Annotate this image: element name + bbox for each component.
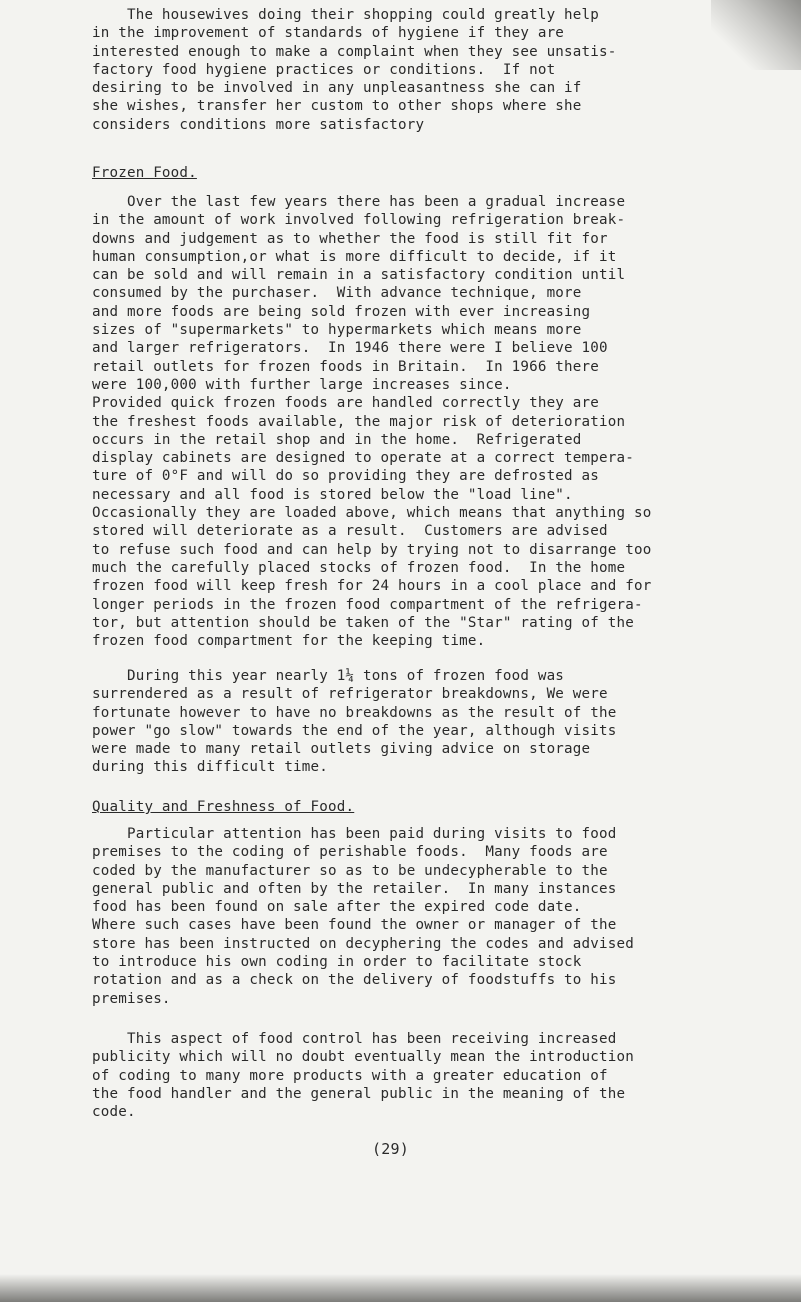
text-line: food has been found on sale after the expired code date. — [92, 899, 582, 916]
text-line: retail outlets for frozen foods in Britain. In 1966 there — [92, 358, 600, 375]
text-line: Provided quick frozen foods are handled correctly they are — [92, 395, 600, 412]
text-line: coded by the manufacturer so as to be undecypherable to the — [92, 862, 608, 879]
text-line: the freshest foods available, the major risk of deterioration — [92, 413, 626, 430]
text-line: Over the last few years there has been a gradual increase — [92, 194, 626, 210]
paragraph-quality-2 — [92, 1030, 634, 1121]
text-line: and more foods are being sold frozen with ever increasing — [92, 303, 591, 320]
text-line: rotation and as a check on the delivery of foodstuffs to his — [92, 972, 617, 989]
text-line: premises. — [92, 990, 171, 1007]
text-line: tor, but attention should be taken of the "Star" rating of the — [92, 614, 634, 631]
text-line: longer periods in the frozen food compartment of the refrigera- — [92, 596, 643, 613]
text-line: were made to many retail outlets giving advice on storage — [92, 741, 591, 758]
text-line: During this year nearly 1¼ tons of frozen food was — [92, 668, 565, 684]
text-line: in the improvement of standards of hygiene if they are — [92, 25, 565, 42]
text-line: she wishes, transfer her custom to other shops where she — [92, 98, 582, 115]
text-line: fortunate however to have no breakdowns as the result of the — [92, 704, 617, 721]
heading-quality-freshness: Quality and Freshness of Food. — [92, 799, 355, 815]
page-number: (29) — [372, 1140, 409, 1158]
text-line: much the carefully placed stocks of frozen food. In the home — [92, 559, 626, 576]
text-line: were 100,000 with further large increases since. — [92, 376, 512, 393]
text-line: code. — [92, 1104, 136, 1121]
text-line: interested enough to make a complaint when they see unsatis- — [92, 43, 617, 60]
scan-bottom-edge — [0, 1274, 801, 1302]
text-line: factory food hygiene practices or conditions. If not — [92, 61, 556, 78]
text-line: of coding to many more products with a greater education of — [92, 1067, 608, 1084]
text-line: general public and often by the retailer. In many instances — [92, 880, 617, 897]
text-line: stored will deteriorate as a result. Customers are advised — [92, 523, 608, 540]
text-line: downs and judgement as to whether the food is still fit for — [92, 230, 608, 247]
text-line: frozen food compartment for the keeping time. — [92, 633, 486, 650]
paragraph-quality-1 — [92, 825, 634, 1008]
text-line: display cabinets are designed to operate at a correct tempera- — [92, 450, 634, 467]
text-line: human consumption,or what is more difficult to decide, if it — [92, 248, 617, 265]
text-line: frozen food will keep fresh for 24 hours in a cool place and for — [92, 578, 652, 595]
text-line: can be sold and will remain in a satisfactory condition until — [92, 267, 626, 284]
text-line: Where such cases have been found the owner or manager of the — [92, 917, 617, 934]
text-line: to introduce his own coding in order to facilitate stock — [92, 954, 582, 971]
text-line: desiring to be involved in any unpleasantness she can if — [92, 80, 582, 97]
text-line: Occasionally they are loaded above, which means that anything so — [92, 505, 652, 522]
text-line: surrendered as a result of refrigerator breakdowns, We were — [92, 686, 608, 703]
text-line: to refuse such food and can help by trying not to disarrange too — [92, 541, 652, 558]
text-line: consumed by the purchaser. With advance technique, more — [92, 285, 582, 302]
paragraph-intro — [92, 6, 617, 134]
text-line: in the amount of work involved following refrigeration break- — [92, 212, 626, 229]
text-line: occurs in the retail shop and in the home. Refrigerated — [92, 431, 582, 448]
heading-frozen-food: Frozen Food. — [92, 165, 197, 181]
scan-corner-shadow — [711, 0, 801, 70]
text-line: power "go slow" towards the end of the year, although visits — [92, 722, 617, 739]
text-line: Particular attention has been paid during visits to food — [92, 826, 617, 842]
paragraph-frozen-food-1 — [92, 193, 651, 650]
text-line: the food handler and the general public in the meaning of the — [92, 1085, 626, 1102]
text-line: This aspect of food control has been receiving increased — [92, 1031, 617, 1047]
text-line: publicity which will no doubt eventually mean the introduction — [92, 1049, 634, 1066]
paragraph-frozen-food-2 — [92, 667, 617, 777]
text-line: and larger refrigerators. In 1946 there were I believe 100 — [92, 340, 608, 357]
text-line: considers conditions more satisfactory — [92, 116, 425, 133]
text-line: The housewives doing their shopping could greatly help — [92, 7, 600, 23]
text-line: sizes of "supermarkets" to hypermarkets which means more — [92, 322, 582, 339]
text-line: store has been instructed on decyphering the codes and advised — [92, 935, 634, 952]
text-line: during this difficult time. — [92, 759, 329, 776]
text-line: premises to the coding of perishable foods. Many foods are — [92, 844, 608, 861]
text-line: necessary and all food is stored below the "load line". — [92, 486, 573, 503]
text-line: ture of 0°F and will do so providing they are defrosted as — [92, 468, 600, 485]
